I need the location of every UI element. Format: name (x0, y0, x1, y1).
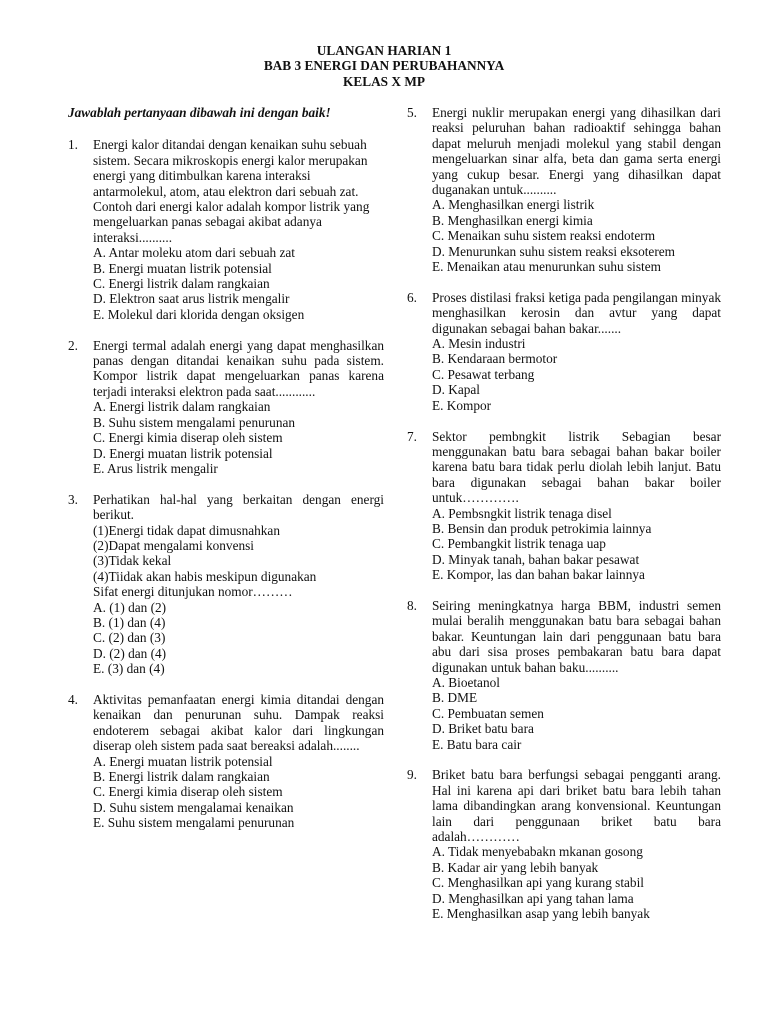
question-body (432, 290, 721, 413)
option-d: D. Briket batu bara (432, 721, 534, 737)
option-a: A. Pembsngkit listrik tenaga disel (432, 505, 612, 521)
option-b: B. Kadar air yang lebih banyak (432, 859, 599, 875)
question-prompt: Sifat energi ditunjukan nomor……… (93, 584, 293, 600)
option-a: A. Antar moleku atom dari sebuah zat (93, 245, 295, 261)
right-column (407, 105, 721, 937)
question-body (93, 338, 384, 477)
question-5 (407, 105, 721, 274)
instruction-text: Jawablah pertanyaan dibawah ini dengan baik! (68, 105, 331, 120)
answer-options (93, 399, 384, 476)
option-d: D. Menghasilkan api yang tahan lama (432, 890, 634, 906)
question-number: 3. (68, 491, 78, 507)
option-a: A. Menghasilkan energi listrik (432, 197, 595, 213)
option-b: B. Kendaraan bermotor (432, 351, 558, 367)
question-number: 7. (407, 428, 417, 444)
option-d: D. Menurunkan suhu sistem reaksi eksoterem (432, 243, 675, 259)
exam-title: ULANGAN HARIAN 1 (316, 43, 452, 58)
option-a: A. (1) dan (2) (93, 599, 167, 615)
statement-item: (3)Tidak kekal (93, 553, 172, 569)
option-e: E. Molekul dari klorida dengan oksigen (93, 306, 305, 322)
question-number: 5. (407, 105, 417, 120)
option-d: D. (2) dan (4) (93, 645, 167, 661)
option-a: A. Tidak menyebabakn mkanan gosong (432, 844, 643, 860)
option-c: C. Energi kimia diserap oleh sistem (93, 430, 283, 446)
question-text: Briket batu bara berfungsi sebagai pengganti arang. Hal ini karena api dari briket batu bara lebih tahan lama dibandingkan arang konvensional. Keuntungan lain dari penggunaan briket batu bara adalah………… (432, 767, 721, 845)
question-number: 1. (68, 137, 78, 153)
option-c: C. Energi kimia diserap oleh sistem (93, 784, 283, 800)
question-body (432, 105, 721, 274)
option-d: D. Suhu sistem mengalamai kenaikan (93, 799, 294, 815)
option-e: E. Arus listrik mengalir (93, 460, 218, 476)
option-d: D. Kapal (432, 382, 480, 398)
question-text: Energi termal adalah energi yang dapat menghasilkan panas dengan ditandai kenaikan suhu pada sistem. Kompor listrik dapat mengeluarkan panas karena terjadi interaksi elektron pada saat............ (93, 337, 384, 399)
option-a: A. Energi listrik dalam rangkaian (93, 399, 271, 415)
answer-options (432, 844, 721, 921)
option-b: B. Energi muatan listrik potensial (93, 260, 272, 276)
exam-chapter: BAB 3 ENERGI DAN PERUBAHANNYA (263, 58, 505, 74)
option-c: C. Menghasilkan api yang kurang stabil (432, 875, 644, 891)
option-b: B. (1) dan (4) (93, 614, 166, 630)
answer-options (432, 197, 721, 274)
option-e: E. (3) dan (4) (93, 661, 165, 677)
question-text: Sektor pembngkit listrik Sebagian besar menggunakan batu bara sebagai bahan bakar boiler karena batu bara tidak perlu diolah lebih lanjut. Batu bara digunakan sebagai bahan bakar boiler untuk…………. (432, 428, 721, 506)
question-text: Energi nuklir merupakan energi yang dihasilkan dari reaksi peluruhan bahan radioaktif sehingga bahan dapat meluruh menjadi molekul yang stabil dengan mengeluarkan sinar alfa, beta dan gama serta energi yang cukup besar. Energi yang dihasilkan dapat duganakan untuk.......... (432, 105, 721, 198)
option-c: C. Pembuatan semen (432, 705, 544, 721)
option-e: E. Kompor (432, 397, 492, 413)
question-body (432, 598, 721, 752)
exam-class: KELAS X MP (342, 73, 425, 89)
option-c: C. Menaikan suhu sistem reaksi endoterm (432, 228, 656, 244)
question-body (432, 429, 721, 583)
question-number: 8. (407, 597, 417, 613)
option-a: A. Energi muatan listrik potensial (93, 753, 273, 769)
question-7 (407, 429, 721, 583)
option-a: A. Mesin industri (432, 336, 526, 352)
option-d: D. Elektron saat arus listrik mengalir (93, 291, 290, 307)
option-d: D. Energi muatan listrik potensial (93, 445, 273, 461)
statement-item: (1)Energi tidak dapat dimusnahkan (93, 522, 280, 538)
question-text: Seiring meningkatnya harga BBM, industri semen mulai beralih menggunakan batu bara sebagai bahan bakar. Keuntungan lain dari penggunaan batu bara abu dari sisa proses pembakaran batu bara dapat digunakan untuk bahan baku.......... (432, 597, 721, 675)
answer-options (93, 754, 384, 831)
question-text: Proses distilasi fraksi ketiga pada pengilangan minyak menghasilkan kerosin dan avtur yang dapat digunakan sebagai bahan bakar....... (432, 289, 721, 336)
question-body (93, 137, 384, 322)
statement-item: (2)Dapat mengalami konvensi (93, 537, 254, 553)
option-b: B. DME (432, 690, 478, 706)
question-6 (407, 290, 721, 413)
answer-options (432, 506, 721, 583)
statement-list (93, 523, 384, 600)
question-8 (407, 598, 721, 752)
option-a: A. Bioetanol (432, 674, 500, 690)
option-b: B. Menghasilkan energi kimia (432, 212, 593, 228)
question-9 (407, 767, 721, 921)
question-text: Perhatikan hal-hal yang berkaitan dengan energi berikut. (93, 491, 384, 523)
question-text: Aktivitas pemanfaatan energi kimia ditandai dengan kenaikan dan penurunan suhu. Dampak reaksi endoterem sebagai akibat kalor dari lingkungan diserap oleh sistem pada saat bereaksi adalah........ (93, 691, 384, 754)
option-e: E. Batu bara cair (432, 736, 522, 752)
option-c: C. (2) dan (3) (93, 630, 166, 646)
question-number: 9. (407, 767, 417, 783)
option-e: E. Suhu sistem mengalami penurunan (93, 815, 295, 831)
question-4 (68, 692, 384, 831)
option-b: B. Bensin dan produk petrokimia lainnya (432, 520, 652, 536)
option-e: E. Menaikan atau menurunkan suhu sistem (432, 259, 661, 275)
statement-item: (4)Tiidak akan habis meskipun digunakan (93, 568, 317, 584)
question-number: 6. (407, 289, 417, 305)
question-number: 4. (68, 691, 78, 707)
question-3 (68, 492, 384, 677)
option-c: C. Pembangkit listrik tenaga uap (432, 536, 606, 552)
question-2 (68, 338, 384, 477)
question-body (432, 767, 721, 921)
answer-options (432, 675, 721, 752)
question-body (93, 692, 384, 831)
option-c: C. Energi listrik dalam rangkaian (93, 276, 270, 292)
answer-options (93, 245, 384, 322)
question-body (93, 492, 384, 677)
option-e: E. Menghasilkan asap yang lebih banyak (432, 906, 650, 922)
question-text: Energi kalor ditandai dengan kenaikan suhu sebuah sistem. Secara mikroskopis energi kalor merupakan energi yang ditimbulkan karena interaksi antarmolekul, atom, atau elektron dari sebuah zat. Contoh dari energi kalor adalah kompor listrik yang mengeluarkan panas sebagai akibat adanya interaksi.......... (93, 137, 370, 245)
option-c: C. Pesawat terbang (432, 366, 535, 382)
option-e: E. Kompor, las dan bahan bakar lainnya (432, 567, 645, 583)
option-d: D. Minyak tanah, bahan bakar pesawat (432, 551, 640, 567)
answer-options (93, 600, 384, 677)
option-b: B. Suhu sistem mengalami penurunan (93, 414, 296, 430)
question-number: 2. (68, 337, 78, 353)
left-column (68, 105, 384, 846)
question-1 (68, 137, 384, 322)
answer-options (432, 336, 721, 413)
option-b: B. Energi listrik dalam rangkaian (93, 769, 270, 785)
exam-header (0, 43, 768, 89)
